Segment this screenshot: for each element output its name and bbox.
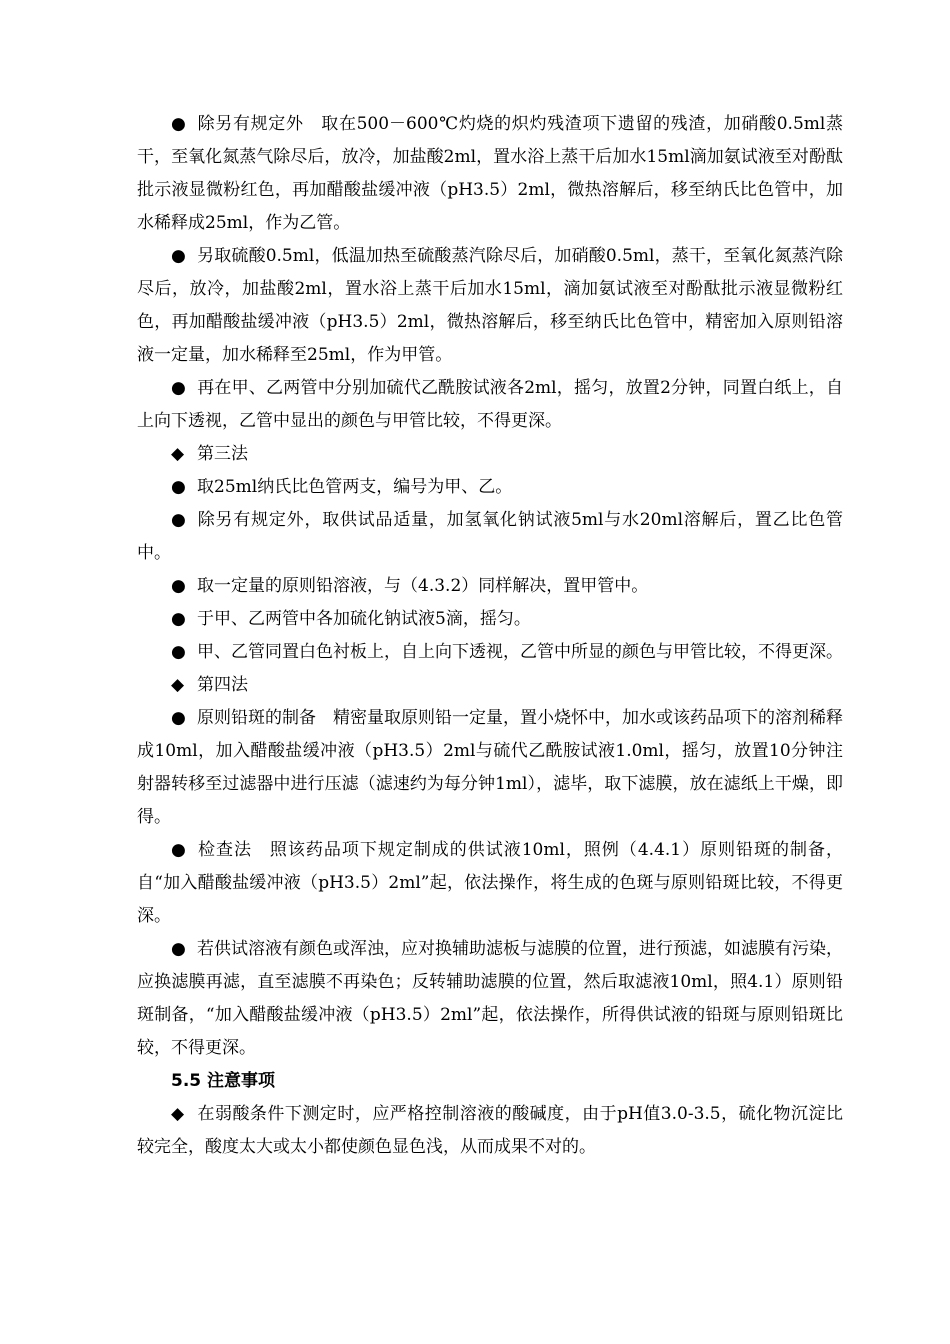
method-3-heading xyxy=(137,438,843,471)
note-paragraph xyxy=(137,1098,843,1164)
paragraph-text: 取25ml纳氏比色管两支，编号为甲、乙。 xyxy=(197,477,513,497)
bullet-diamond-icon: ◆ xyxy=(171,444,185,464)
paragraph-text: 甲、乙管同置白色衬板上，自上向下透视，乙管中所显的颜色与甲管比较，不得更深。 xyxy=(197,642,843,662)
paragraph-13 xyxy=(137,933,843,1065)
bullet-dot-icon: ● xyxy=(171,939,186,959)
paragraph-text: 于甲、乙两管中各加硫化钠试液5滴，摇匀。 xyxy=(197,609,531,629)
paragraph-1 xyxy=(137,108,843,240)
bullet-dot-icon: ● xyxy=(171,510,186,530)
bullet-dot-icon: ● xyxy=(171,609,186,629)
paragraph-text: 在弱酸条件下测定时，应严格控制溶液的酸碱度，由于pH值3.0-3.5，硫化物沉淀比较完全，酸度太大或太小都使颜色显色浅，从而成果不对的。 xyxy=(137,1104,843,1157)
paragraph-text: 第三法 xyxy=(197,444,248,464)
paragraph-7 xyxy=(137,570,843,603)
paragraph-text: 第四法 xyxy=(197,675,248,695)
bullet-diamond-icon: ◆ xyxy=(171,1104,185,1124)
paragraph-8 xyxy=(137,603,843,636)
bullet-diamond-icon: ◆ xyxy=(171,675,185,695)
paragraph-3 xyxy=(137,372,843,438)
bullet-dot-icon: ● xyxy=(171,378,186,398)
section-heading: 5.5 注意事项 xyxy=(171,1071,276,1091)
bullet-dot-icon: ● xyxy=(171,840,186,860)
paragraph-text: 除另有规定外 取在500－600℃灼烧的炽灼残渣项下遗留的残渣，加硝酸0.5ml蒸干，至氧化氮蒸气除尽后，放冷，加盐酸2ml，置水浴上蒸干后加水15ml滴加氨试液至对酚酞批示液显微粉红色，再加醋酸盐缓冲液（pH3.5）2ml，微热溶解后，移至纳氏比色管中，加水稀释成25ml，作为乙管。 xyxy=(137,114,843,233)
paragraph-text: 取一定量的原则铅溶液，与（4.3.2）同样解决，置甲管中。 xyxy=(197,576,649,596)
bullet-dot-icon: ● xyxy=(171,114,186,134)
paragraph-2 xyxy=(137,240,843,372)
paragraph-9 xyxy=(137,636,843,669)
paragraph-6 xyxy=(137,504,843,570)
bullet-dot-icon: ● xyxy=(171,246,186,266)
paragraph-5 xyxy=(137,471,843,504)
bullet-dot-icon: ● xyxy=(171,576,186,596)
paragraph-12 xyxy=(137,834,843,933)
paragraph-11 xyxy=(137,702,843,834)
paragraph-text: 再在甲、乙两管中分别加硫代乙酰胺试液各2ml，摇匀，放置2分钟，同置白纸上，自上向下透视，乙管中显出的颜色与甲管比较，不得更深。 xyxy=(137,378,843,431)
paragraph-text: 若供试溶液有颜色或浑浊，应对换辅助滤板与滤膜的位置，进行预滤，如滤膜有污染，应换滤膜再滤，直至滤膜不再染色；反转辅助滤膜的位置，然后取滤液10ml，照4.1）原则铅斑制备，“加入醋酸盐缓冲液（pH3.5）2ml”起，依法操作，所得供试液的铅斑与原则铅斑比较，不得更深。 xyxy=(137,939,843,1058)
bullet-dot-icon: ● xyxy=(171,708,186,728)
bullet-dot-icon: ● xyxy=(171,477,186,497)
paragraph-text: 原则铅斑的制备 精密量取原则铅一定量，置小烧怀中，加水或该药品项下的溶剂稀释成10ml，加入醋酸盐缓冲液（pH3.5）2ml与硫代乙酰胺试液1.0ml，摇匀，放置10分钟注射器转移至过滤器中进行压滤（滤速约为每分钟1ml），滤毕，取下滤膜，放在滤纸上干燥，即得。 xyxy=(137,708,843,827)
paragraph-text: 除另有规定外，取供试品适量，加氢氧化钠试液5ml与水20ml溶解后，置乙比色管中。 xyxy=(137,510,843,563)
document-body xyxy=(137,108,843,1164)
paragraph-text: 检查法 照该药品项下规定制成的供试液10ml，照例（4.4.1）原则铅斑的制备，自“加入醋酸盐缓冲液（pH3.5）2ml”起，依法操作，将生成的色斑与原则铅斑比较，不得更深。 xyxy=(137,840,843,926)
method-4-heading xyxy=(137,669,843,702)
bullet-dot-icon: ● xyxy=(171,642,186,662)
paragraph-text: 另取硫酸0.5ml，低温加热至硫酸蒸汽除尽后，加硝酸0.5ml，蒸干，至氧化氮蒸汽除尽后，放冷，加盐酸2ml，置水浴上蒸干后加水15ml，滴加氨试液至对酚酞批示液显微粉红色，再加醋酸盐缓冲液（pH3.5）2ml，微热溶解后，移至纳氏比色管中，精密加入原则铅溶液一定量，加水稀释至25ml，作为甲管。 xyxy=(137,246,843,365)
